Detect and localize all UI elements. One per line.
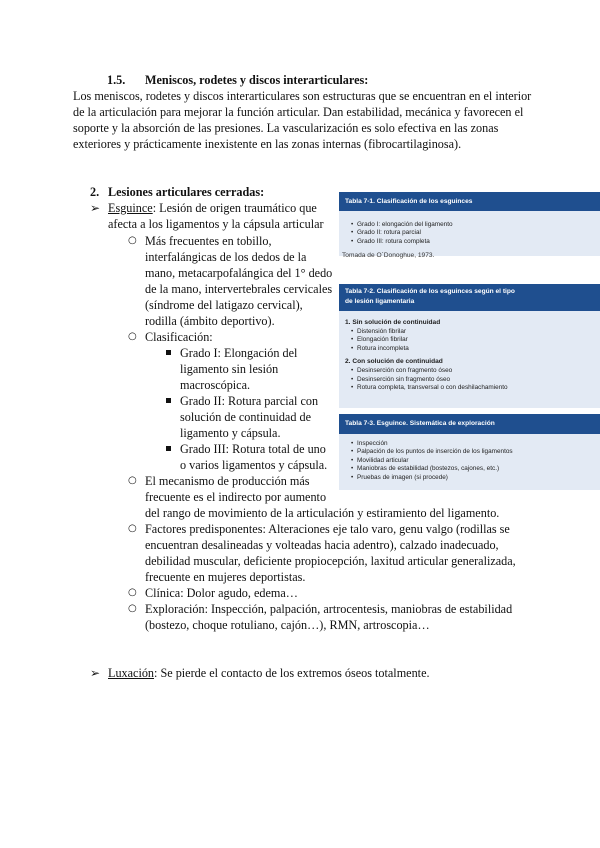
table-row: • Elongación fibrilar [351, 336, 595, 344]
paragraph-line: exteriores y prácticamente inexistente en las zonas internas (fibrocartilaginosa). [73, 137, 462, 151]
grado3-line: o varios ligamentos y cápsula. [180, 458, 328, 472]
luxacion-def-text: : Se pierde el contacto de los extremos óseos totalmente. [154, 666, 430, 680]
circle-bullet-icon: ○ [128, 235, 137, 246]
table-7-1-title: Tabla 7-1. Clasificación de los esguinces [339, 192, 600, 211]
frecuentes-line: mano, metacarpofalángica del 1° dedo [145, 266, 333, 280]
clasificacion-label: Clasificación: [145, 330, 213, 344]
table-row: • Grado I: elongación del ligamento [351, 221, 595, 229]
table-row: • Distensión fibrilar [351, 328, 595, 336]
table-7-2-body [339, 311, 600, 408]
mecanismo-line: del rango de movimiento de la articulación y estiramiento del ligamento. [145, 506, 500, 520]
table-row: • Desinserción sin fragmento óseo [351, 376, 595, 384]
factores-line: encuentran desalineadas y volteadas hacia adentro), calzado inadecuado, [145, 538, 499, 552]
mecanismo-line: frecuente es el indirecto por aumento [145, 490, 327, 504]
grado1-line: Grado I: Elongación del [180, 346, 298, 360]
circle-bullet-icon: ○ [128, 523, 137, 534]
table-7-2-title [339, 284, 600, 311]
luxacion-term: Luxación [108, 666, 155, 680]
factores-line: frecuente en mujeres deportistas. [145, 570, 306, 584]
esguince-term: Esguince [108, 201, 153, 215]
table-row: • Rotura incompleta [351, 345, 595, 353]
arrow-bullet-icon: ➢ [90, 666, 101, 680]
table-7-2 [339, 284, 600, 408]
table-row: • Movilidad articular [351, 457, 595, 465]
factores-line: Factores predisponentes: Alteraciones eje talo varo, genu valgo (rodillas se [145, 522, 510, 536]
table-row: • Palpación de los puntos de inserción de los ligamentos [351, 448, 595, 456]
frecuentes-line: interfalángicas de los dedos de la [145, 250, 307, 264]
table-row: • Grado III: rotura completa [351, 238, 595, 246]
table-7-3 [339, 414, 600, 490]
grado2-line: solución de continuidad de [180, 410, 311, 424]
table-7-2-title-line1: Tabla 7-2. Clasificación de los esguinces según el tipo [345, 288, 515, 295]
factores-line: debilidad muscular, deficiente propiocepción, laxitud articular generalizada, [145, 554, 516, 568]
grado1-line: macroscópica. [180, 378, 251, 392]
grado2-line: Grado II: Rotura parcial con [180, 394, 319, 408]
table-row: • Rotura completa, transversal o con deshilachamiento [351, 384, 595, 392]
paragraph-line: soporte y la absorción de las presiones. La vascularización es solo efectiva en las zonas [73, 121, 499, 135]
table-7-2-title-line2: de lesión ligamentaria [345, 298, 415, 305]
exploracion-line: (bostezo, choque rotuliano, cajón…), RMN, artroscopia… [145, 618, 430, 632]
frecuentes-line: rodilla (ámbito deportivo). [145, 314, 275, 328]
clinica-line: Clínica: Dolor agudo, edema… [145, 586, 298, 600]
section-1-5-title: Meniscos, rodetes y discos interarticulares: [145, 73, 369, 87]
table-7-2-subheading: 1. Sin solución de continuidad [345, 319, 441, 326]
square-bullet-icon [166, 446, 171, 451]
esguince-def-text: : Lesión de origen traumático que [152, 201, 317, 215]
circle-bullet-icon: ○ [128, 603, 137, 614]
mecanismo-line: El mecanismo de producción más [145, 474, 310, 488]
grado3-line: Grado III: Rotura total de uno [180, 442, 326, 456]
circle-bullet-icon: ○ [128, 587, 137, 598]
table-7-3-title: Tabla 7-3. Esguince. Sistemática de exploración [339, 414, 600, 434]
circle-bullet-icon: ○ [128, 475, 137, 486]
circle-bullet-icon: ○ [128, 331, 137, 342]
table-row: • Inspección [351, 440, 595, 448]
table-row: • Maniobras de estabilidad (bostezos, cajones, etc.) [351, 465, 595, 473]
section-2-title: Lesiones articulares cerradas: [108, 185, 265, 199]
grado2-line: ligamento y cápsula. [180, 426, 281, 440]
table-7-1-body [339, 211, 600, 256]
section-1-5-number: 1.5. [107, 73, 126, 87]
grado1-line: ligamento sin lesión [180, 362, 279, 376]
paragraph-line: de la articulación para mejorar la función articular. Dan estabilidad, mecánica y favorecen el [73, 105, 524, 119]
exploracion-line: Exploración: Inspección, palpación, artrocentesis, maniobras de estabilidad [145, 602, 513, 616]
table-row: • Grado II: rotura parcial [351, 229, 595, 237]
section-2-number: 2. [90, 185, 100, 199]
paragraph-line: Los meniscos, rodetes y discos interarticulares son estructuras que se encuentran en el interior [73, 89, 532, 103]
esguince-def-line2: afecta a los ligamentos y la cápsula articular [108, 217, 324, 231]
square-bullet-icon [166, 398, 171, 403]
table-7-1-note: Tomada de O´Donoghue, 1973. [342, 252, 435, 259]
table-row: • Desinserción con fragmento óseo [351, 367, 595, 375]
frecuentes-line: (síndrome del latigazo cervical), [145, 298, 303, 312]
table-row: • Pruebas de imagen (si procede) [351, 474, 595, 482]
arrow-bullet-icon: ➢ [90, 201, 101, 215]
square-bullet-icon [166, 350, 171, 355]
luxacion-definition [108, 665, 430, 681]
table-7-3-body [339, 434, 600, 490]
esguince-definition [108, 200, 317, 216]
frecuentes-line: de la mano, intervertebrales cervicales [145, 282, 333, 296]
table-7-1 [339, 192, 600, 256]
table-7-2-subheading: 2. Con solución de continuidad [345, 358, 443, 366]
frecuentes-line: Más frecuentes en tobillo, [145, 234, 272, 248]
